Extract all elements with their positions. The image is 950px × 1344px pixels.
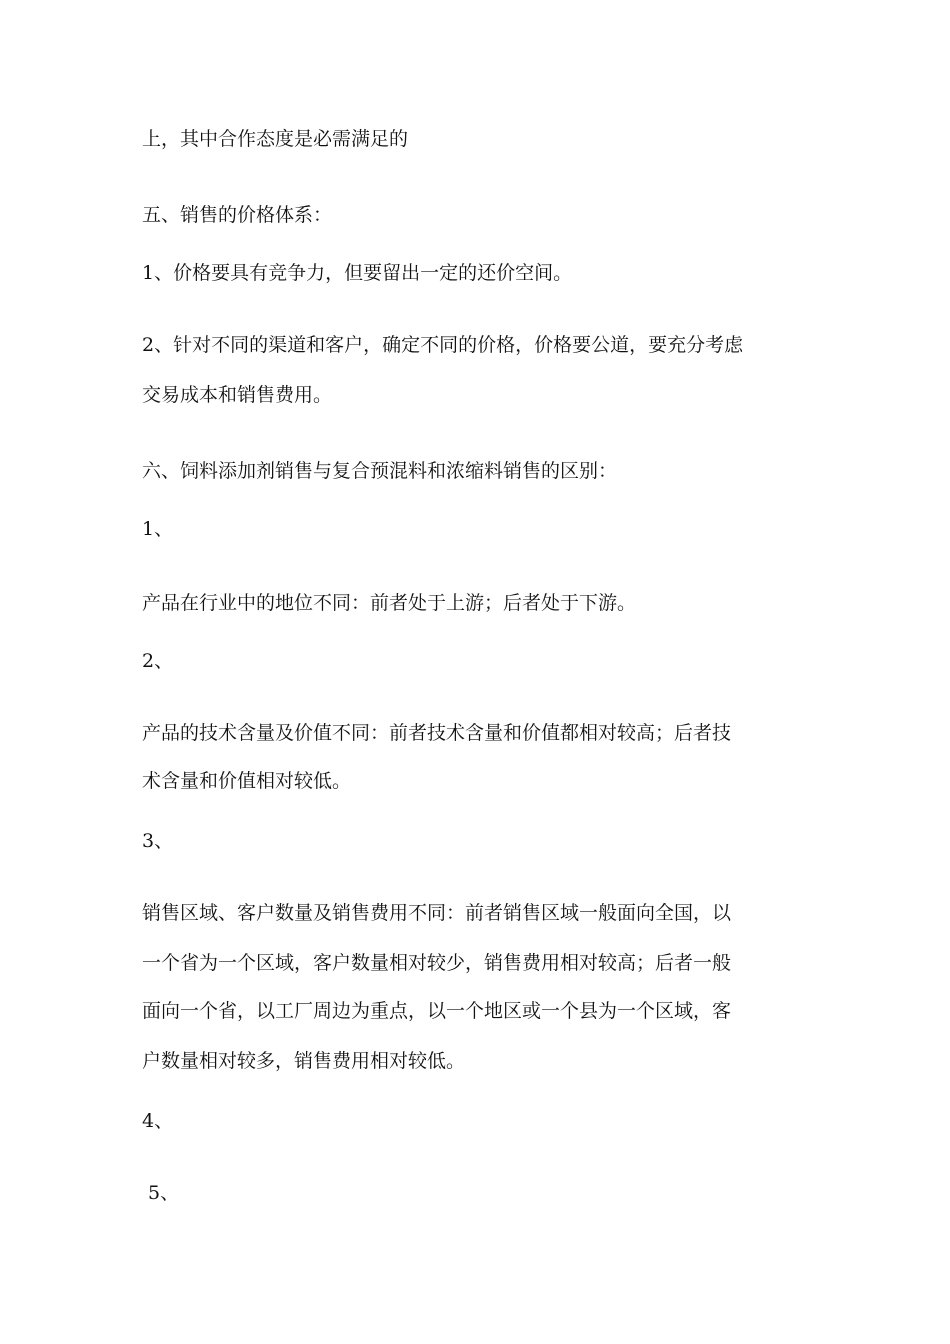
paragraph-tech-content-line2: 术含量和价值相对较低。 <box>142 770 352 792</box>
list-item-price-2-line2: 交易成本和销售费用。 <box>142 384 333 406</box>
list-item-price-1: 1、价格要具有竞争力，但要留出一定的还价空间。 <box>142 262 573 284</box>
list-number-1: 1、 <box>142 518 174 540</box>
paragraph-tech-content-line1: 产品的技术含量及价值不同：前者技术含量和价值都相对较高；后者技 <box>142 722 732 744</box>
list-number-4: 4、 <box>142 1110 174 1132</box>
paragraph-sales-region-line1: 销售区域、客户数量及销售费用不同：前者销售区域一般面向全国，以 <box>142 902 732 924</box>
paragraph-cooperation: 上，其中合作态度是必需满足的 <box>142 128 409 150</box>
paragraph-industry-position: 产品在行业中的地位不同：前者处于上游；后者处于下游。 <box>142 592 637 614</box>
list-number-5: 5、 <box>148 1182 180 1204</box>
heading-difference: 六、饲料添加剂销售与复合预混料和浓缩料销售的区别： <box>142 460 618 482</box>
paragraph-sales-region-line4: 户数量相对较多，销售费用相对较低。 <box>142 1050 466 1072</box>
list-item-price-2-line1: 2、针对不同的渠道和客户，确定不同的价格，价格要公道，要充分考虑 <box>142 334 744 356</box>
paragraph-sales-region-line2: 一个省为一个区域，客户数量相对较少，销售费用相对较高；后者一般 <box>142 952 732 974</box>
heading-price-system: 五、销售的价格体系： <box>142 204 333 226</box>
list-number-3: 3、 <box>142 830 174 852</box>
list-number-2: 2、 <box>142 650 174 672</box>
paragraph-sales-region-line3: 面向一个省，以工厂周边为重点，以一个地区或一个县为一个区域，客 <box>142 1000 732 1022</box>
